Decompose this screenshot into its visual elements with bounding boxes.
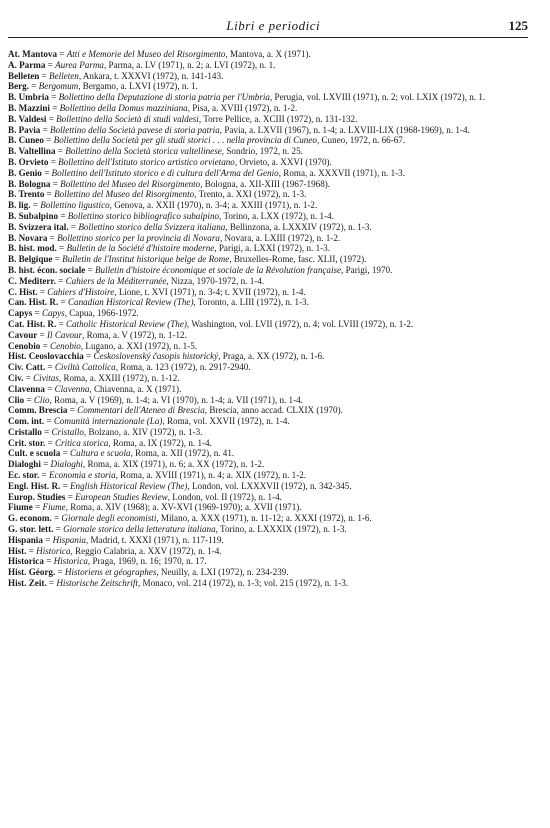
entry-abbreviation: B. Orvieto: [8, 156, 49, 167]
entry-title: Bollettino della Domus mazziniana: [59, 102, 188, 113]
entry-abbreviation: Comm. Brescia: [8, 405, 68, 416]
list-item: B. lig. = Bollettino ligustico, Genova, a. XXII (1970), n. 3-4; a. XXIII (1971), n. 1-2.: [8, 200, 318, 211]
entry-title: Historiens et géographes: [64, 567, 157, 578]
list-item: Cavour = Il Cavour, Roma, a. V (1972), n. 1-12.: [8, 329, 187, 340]
entry-title: Critica storica: [54, 437, 109, 448]
entry-title: Civiltà Cattolica: [54, 362, 116, 373]
entry-abbreviation: Berg.: [8, 81, 29, 92]
entry-abbreviation: C. Mediterr.: [8, 275, 56, 286]
entry-abbreviation: Can. Hist. R.: [8, 297, 59, 308]
entry-details: Nizza, 1970-1972, n. 1-4.: [170, 275, 265, 286]
list-item: G. stor. lett. = Giornale storico della letteratura italiana, Torino, a. LXXXIX (1972), n. 1-3.: [8, 524, 347, 535]
list-item: B. Belgique = Bulletin de l'Institut historique belge de Rome, Bruxelles-Rome, fasc. XLII, (1972).: [8, 254, 367, 265]
list-item: B. hist. mod. = Bulletin de la Société d'histoire moderne, Parigi, a. LXXI (1972), n. 1-3.: [8, 243, 330, 254]
entry-details: Lione, t. XVI (1971), n. 3-4; t. XVII (1972), n. 1-4.: [118, 286, 306, 297]
entry-details: Parigi, 1970.: [345, 264, 393, 275]
entry-title: Civitas: [33, 372, 59, 383]
list-item: Hist. Ceoslovacchia = Československý časopis historický, Praga, a. XX (1972), n. 1-6.: [8, 351, 325, 362]
list-item: Hist. = Historica, Reggio Calabria, a. XXV (1972), n. 1-4.: [8, 545, 222, 556]
entry-details: Torino, a. LXX (1972), n. 1-4.: [223, 210, 334, 221]
list-item: Cristallo = Cristallo, Bolzano, a. XIV (1972), n. 1-3.: [8, 426, 203, 437]
entry-details: Roma, a. XXIII (1972), n. 1-12.: [63, 372, 180, 383]
list-item: B. hist. écon. sociale = Bulletin d'histoire économique et sociale de la Révolution française, Parigi, 1970.: [8, 264, 393, 275]
entry-details: Neuilly, a. LXI (1972), n. 234-239.: [160, 567, 289, 578]
entry-title: Hispania: [52, 534, 86, 545]
list-item: Fiume = Fiume, Roma, a. XIV (1968); a. XV-XVI (1969-1970); a. XVII (1971).: [8, 502, 302, 513]
entry-details: Parigi, a. LXXI (1972), n. 1-3.: [218, 243, 330, 254]
entry-details: Trento, a. XXI (1972), n. 1-3.: [198, 189, 307, 200]
entry-details: Praga, a. XX (1972), n. 1-6.: [222, 351, 325, 362]
list-item: Civ. = Civitas, Roma, a. XXIII (1972), n. 1-12.: [8, 372, 180, 383]
entry-abbreviation: Belleten: [8, 70, 40, 81]
entry-title: Commentari dell'Ateneo di Brescia: [77, 405, 205, 416]
entry-details: Bruxelles-Rome, fasc. XLII, (1972).: [233, 254, 367, 265]
entry-abbreviation: B. Umbria: [8, 92, 49, 103]
entry-abbreviation: B. Genio: [8, 167, 42, 178]
entry-abbreviation: B. lig.: [8, 200, 31, 211]
list-item: Com. int. = Comunità internazionale (La), Roma, vol. XXVII (1972), n. 1-4.: [8, 416, 290, 427]
entry-abbreviation: Fiume: [8, 502, 33, 513]
entry-title: Canadian Historical Review (The): [67, 297, 194, 308]
list-item: Hist. Zeit. = Historische Zeitschrift, Monaco, vol. 214 (1972), n. 1-3; vol. 215 (1972), n. 1-3.: [8, 578, 349, 589]
list-item: B. Pavia = Bollettino della Società pavese di storia patria, Pavia, a. LXVII (1967), n. 1-4; a. LXVIII-LIX (1968-1969), n. 1-4.: [8, 124, 470, 135]
entry-details: Parma, a. LV (1971), n. 2; a. LVI (1972), n. 1.: [108, 59, 276, 70]
entry-details: Roma, vol. XXVII (1972), n. 1-4.: [166, 416, 290, 427]
entry-abbreviation: B. Novara: [8, 232, 48, 243]
list-item: B. Genio = Bollettino dell'Istituto storico e di cultura dell'Arma del Genio, Roma, a. XXXVII (1971), n. 1-3.: [8, 167, 405, 178]
entry-abbreviation: At. Mantova: [8, 49, 57, 59]
list-item: B. Valtellina = Bollettino della Società storica valtellinese, Sondrio, 1972, n. 25.: [8, 146, 303, 157]
entry-abbreviation: A. Parma: [8, 59, 46, 70]
entry-title: Clavenna: [54, 383, 90, 394]
entry-details: Roma, a. XIV (1968); a. XV-XVI (1969-1970); a. XVII (1971).: [70, 502, 302, 513]
entry-details: London, vol. LXXXVII (1972), n. 342-345.: [192, 480, 352, 491]
entry-abbreviation: Hispania: [8, 534, 43, 545]
entry-abbreviation: Clio: [8, 394, 25, 405]
entry-title: Bulletin de l'Institut historique belge de Rome: [62, 254, 230, 265]
list-item: B. Cuneo = Bollettino della Società per gli studi storici . . . nella provincia di Cuneo, Cuneo, 1972, n. 66-67.: [8, 135, 406, 146]
entry-details: Bologna, a. XII-XIII (1967-1968).: [204, 178, 331, 189]
entry-abbreviation: G. econom.: [8, 513, 52, 524]
entry-details: Mantova, a. X (1971).: [230, 49, 311, 59]
list-item: B. Valdesi = Bollettino della Società di studi valdesi, Torre Pellice, a. XCIII (1972), n. 131-132.: [8, 113, 358, 124]
entry-abbreviation: Civ.: [8, 372, 24, 383]
entry-details: Toronto, a. LIII (1972), n. 1-3.: [197, 297, 309, 308]
list-item: Cult. e scuola = Cultura e scuola, Roma, a. XII (1972), n. 41.: [8, 448, 235, 459]
entry-details: Roma, a. XII (1972), n. 41.: [135, 448, 235, 459]
entry-title: Bollettino della Società storica valtellinese: [65, 146, 222, 157]
entry-abbreviation: B. hist. écon. sociale: [8, 264, 86, 275]
entry-title: Historica: [53, 556, 88, 567]
entry-title: Bollettino del Museo del Risorgimento: [54, 189, 195, 200]
entry-details: Roma, a. XXXVII (1971), n. 1-3.: [283, 167, 405, 178]
list-item: Berg. = Bergomum, Bergamo, a. LXVI (1972), n. 1.: [8, 81, 198, 92]
entry-details: Perugia, vol. LXVIII (1971), n. 2; vol. LXIX (1972), n. 1.: [274, 92, 486, 103]
entry-abbreviation: B. Mazzini: [8, 102, 50, 113]
entry-details: Sondrio, 1972, n. 25.: [226, 146, 303, 157]
entry-abbreviation: Historica: [8, 556, 44, 567]
entry-title: Cahiers de la Méditerranée: [65, 275, 167, 286]
list-item: B. Bologna = Bollettino del Museo del Risorgimento, Bologna, a. XII-XIII (1967-1968).: [8, 178, 331, 189]
entry-abbreviation: Ec. stor.: [8, 470, 40, 481]
entry-details: Bolzano, a. XIV (1972), n. 1-3.: [88, 426, 203, 437]
entry-details: Washington, vol. LVII (1972), n. 4; vol. LVIII (1972), n. 1-2.: [191, 318, 414, 329]
entry-details: Reggio Calabria, a. XXV (1972), n. 1-4.: [75, 545, 222, 556]
entry-title: Bulletin de la Société d'histoire moderne: [66, 243, 215, 254]
entry-abbreviation: B. Svizzera ital.: [8, 221, 69, 232]
entry-details: Roma, a. XIX (1971), n. 6; a. XX (1972), n. 1-2.: [87, 459, 265, 470]
entry-abbreviation: Cat. Hist. R.: [8, 318, 57, 329]
entry-details: Torino, a. LXXXIX (1972), n. 1-3.: [220, 524, 347, 535]
entry-title: Bollettino della Società di studi valdesi: [56, 113, 199, 124]
list-item: Europ. Studies = European Studies Review, London, vol. II (1972), n. 1-4.: [8, 491, 282, 502]
entry-title: Aurea Parma: [55, 59, 104, 70]
list-item: Civ. Catt. = Civiltà Cattolica, Roma, a. 123 (1972), n. 2917-2940.: [8, 362, 251, 373]
entry-abbreviation: B. Valdesi: [8, 113, 47, 124]
list-item: C. Mediterr. = Cahiers de la Méditerranée, Nizza, 1970-1972, n. 1-4.: [8, 275, 265, 286]
entry-title: Giornale storico della letteratura italiana: [63, 524, 216, 535]
entry-details: Madrid, t. XXXI (1971), n. 117-119.: [90, 534, 224, 545]
entry-details: Bellinzona, a. LXXXIV (1972), n. 1-3.: [229, 221, 372, 232]
list-item: B. Umbria = Bollettino della Deputazione di storia patria per l'Umbria, Perugia, vol. LXVIII (1971), n. 2; vol. LXIX (1972), n. 1.: [8, 92, 486, 103]
list-item: Belleten = Belleten, Ankara, t. XXXVI (1972), n. 141-143.: [8, 70, 224, 81]
entry-abbreviation: G. stor. lett.: [8, 524, 54, 535]
list-item: B. Trento = Bollettino del Museo del Risorgimento, Trento, a. XXI (1972), n. 1-3.: [8, 189, 307, 200]
entry-details: Brescia, anno accad. CLXIX (1970).: [209, 405, 343, 416]
entry-details: Torre Pellice, a. XCIII (1972), n. 131-132.: [203, 113, 358, 124]
entry-abbreviation: Cult. e scuola: [8, 448, 61, 459]
entry-title: Capys: [41, 308, 65, 319]
entry-details: Monaco, vol. 214 (1972), n. 1-3; vol. 215 (1972), n. 1-3.: [142, 578, 349, 589]
entry-title: Historische Zeitschrift: [56, 578, 138, 589]
entry-details: Roma, a. XVIII (1971), n. 4; a. XIX (1972), n. 1-2.: [120, 470, 307, 481]
abbreviations-list: [8, 49, 530, 589]
list-item: Ec. stor. = Economia e storia, Roma, a. XVIII (1971), n. 4; a. XIX (1972), n. 1-2.: [8, 470, 307, 481]
entry-title: Belleten: [49, 70, 79, 81]
entry-abbreviation: Com. int.: [8, 416, 45, 427]
entry-title: Comunità internazionale (La): [53, 416, 163, 427]
list-item: Can. Hist. R. = Canadian Historical Review (The), Toronto, a. LIII (1972), n. 1-3.: [8, 297, 309, 308]
entry-title: Cristallo: [51, 426, 84, 437]
list-item: At. Mantova = Atti e Memorie del Museo del Risorgimento, Mantova, a. X (1971).: [8, 49, 311, 59]
entry-title: Atti e Memorie del Museo del Risorgimento: [66, 49, 226, 59]
list-item: Crit. stor. = Critica storica, Roma, a. IX (1972), n. 1-4.: [8, 437, 212, 448]
list-item: C. Hist. = Cahiers d'Histoire, Lione, t. XVI (1971), n. 3-4; t. XVII (1972), n. 1-4.: [8, 286, 306, 297]
entry-abbreviation: Cavour: [8, 329, 38, 340]
list-item: Hist. Géorg. = Historiens et géographes, Neuilly, a. LXI (1972), n. 234-239.: [8, 567, 289, 578]
entry-details: Pavia, a. LXVII (1967), n. 1-4; a. LXVIII-LIX (1968-1969), n. 1-4.: [224, 124, 470, 135]
entry-title: Bollettino della Società per gli studi storici . . . nella provincia di Cuneo: [53, 135, 317, 146]
entry-abbreviation: Cristallo: [8, 426, 42, 437]
entry-title: Cenobio: [50, 340, 81, 351]
entry-details: Lugano, a. XXI (1972), n. 1-5.: [85, 340, 198, 351]
entry-details: Ankara, t. XXXVI (1972), n. 141-143.: [82, 70, 224, 81]
entry-abbreviation: Europ. Studies: [8, 491, 66, 502]
list-item: Historica = Historica, Praga, 1969, n. 16; 1970, n. 17.: [8, 556, 207, 567]
list-item: Cenobio = Cenobio, Lugano, a. XXI (1972), n. 1-5.: [8, 340, 198, 351]
list-item: B. Orvieto = Bollettino dell'Istituto storico artistico orvietano, Orvieto, a. XXVI (1970).: [8, 156, 332, 167]
entry-title: Catholic Historical Review (The): [65, 318, 187, 329]
entry-abbreviation: Hist. Zeit.: [8, 578, 47, 589]
entry-abbreviation: Cenobio: [8, 340, 41, 351]
entry-abbreviation: B. Trento: [8, 189, 45, 200]
entry-abbreviation: Crit. stor.: [8, 437, 46, 448]
entry-title: European Studies Review: [75, 491, 168, 502]
list-item: B. Svizzera ital. = Bollettino storico della Svizzera italiana, Bellinzona, a. LXXXIV (1972), n. 1-3.: [8, 221, 372, 232]
entry-abbreviation: C. Hist.: [8, 286, 38, 297]
list-item: Hispania = Hispania, Madrid, t. XXXI (1971), n. 117-119.: [8, 534, 224, 545]
entry-abbreviation: B. Cuneo: [8, 135, 44, 146]
entry-details: Orvieto, a. XXVI (1970).: [239, 156, 332, 167]
entry-abbreviation: Hist.: [8, 545, 27, 556]
entry-title: Bollettino della Deputazione di storia patria per l'Umbria: [58, 92, 270, 103]
list-item: Dialoghi = Dialoghi, Roma, a. XIX (1971), n. 6; a. XX (1972), n. 1-2.: [8, 459, 265, 470]
entry-title: Bollettino dell'Istituto storico artistico orvietano: [58, 156, 235, 167]
entry-details: Roma, a. V (1969), n. 1-4; a. VI (1970), n. 1-4; a. VII (1971), n. 1-4.: [54, 394, 303, 405]
entry-details: Genova, a. XXII (1970), n. 3-4; a. XXIII (1971), n. 1-2.: [114, 200, 318, 211]
entry-title: Cultura e scuola: [69, 448, 131, 459]
entry-title: Bulletin d'histoire économique et sociale de la Révolution française: [94, 264, 342, 275]
entry-details: Roma, a. IX (1972), n. 1-4.: [112, 437, 212, 448]
entry-title: Bollettino del Museo del Risorgimento: [60, 178, 201, 189]
entry-abbreviation: Civ. Catt.: [8, 362, 46, 373]
entry-title: Bollettino storico per la provincia di Novara: [57, 232, 220, 243]
list-item: G. econom. = Giornale degli economisti, Milano, a. XXX (1971), n. 11-12; a. XXXI (1972), n. 1-6.: [8, 513, 372, 524]
entry-title: Bollettino storico della Svizzera italiana: [78, 221, 226, 232]
entry-title: Dialoghi: [50, 459, 83, 470]
entry-abbreviation: Dialoghi: [8, 459, 41, 470]
entry-title: Fiume: [42, 502, 66, 513]
entry-title: Bollettino dell'Istituto storico e di cultura dell'Arma del Genio: [51, 167, 279, 178]
list-item: Clio = Clio, Roma, a. V (1969), n. 1-4; a. VI (1970), n. 1-4; a. VII (1971), n. 1-4.: [8, 394, 303, 405]
list-item: Engl. Hist. R. = English Historical Review (The), London, vol. LXXXVII (1972), n. 342-345.: [8, 480, 352, 491]
entry-details: Novara, a. LXIII (1972), n. 1-2.: [224, 232, 341, 243]
list-item: Capys = Capys, Capua, 1966-1972.: [8, 308, 139, 319]
entry-title: Československý časopis historický: [93, 351, 219, 362]
entry-abbreviation: Engl. Hist. R.: [8, 480, 61, 491]
list-item: B. Subalpino = Bollettino storico bibliografico subalpino, Torino, a. LXX (1972), n. 1-4.: [8, 210, 334, 221]
entry-title: Bollettino ligustico: [40, 200, 110, 211]
entry-abbreviation: B. Belgique: [8, 254, 53, 265]
entry-title: Bollettino della Società pavese di storia patria: [50, 124, 220, 135]
entry-title: Cahiers d'Histoire: [47, 286, 115, 297]
entry-abbreviation: B. Valtellina: [8, 146, 56, 157]
list-item: B. Novara = Bollettino storico per la provincia di Novara, Novara, a. LXIII (1972), n. 1-2.: [8, 232, 341, 243]
entry-abbreviation: Hist. Géorg.: [8, 567, 56, 578]
entry-abbreviation: Capys: [8, 308, 33, 319]
list-item: A. Parma = Aurea Parma, Parma, a. LV (1971), n. 2; a. LVI (1972), n. 1.: [8, 59, 276, 70]
entry-title: Historica: [36, 545, 71, 556]
list-item: B. Mazzini = Bollettino della Domus mazziniana, Pisa, a. XVIII (1972), n. 1-2.: [8, 102, 298, 113]
entry-abbreviation: B. Bologna: [8, 178, 51, 189]
entry-details: Praga, 1969, n. 16; 1970, n. 17.: [92, 556, 207, 567]
entry-title: Bergomum: [38, 81, 79, 92]
entry-details: Roma, a. V (1972), n. 1-12.: [86, 329, 187, 340]
entry-title: Bollettino storico bibliografico subalpino: [67, 210, 220, 221]
list-item: Cat. Hist. R. = Catholic Historical Review (The), Washington, vol. LVII (1972), n. 4; vol. LVIII (1972), n. 1-2.: [8, 318, 414, 329]
list-item: Clavenna = Clavenna, Chiavenna, a. X (1971).: [8, 383, 182, 394]
entry-details: London, vol. II (1972), n. 1-4.: [172, 491, 282, 502]
entry-abbreviation: Clavenna: [8, 383, 45, 394]
page-number: 125: [508, 18, 528, 33]
entry-details: Cuneo, 1972, n. 66-67.: [321, 135, 406, 146]
entry-details: Bergamo, a. LXVI (1972), n. 1.: [82, 81, 198, 92]
entry-abbreviation: B. Pavia: [8, 124, 41, 135]
entry-details: Pisa, a. XVIII (1972), n. 1-2.: [192, 102, 298, 113]
entry-abbreviation: B. hist. mod.: [8, 243, 57, 254]
entry-title: Clio: [33, 394, 50, 405]
running-title: Libri e periodici: [226, 18, 321, 33]
entry-details: Roma, a. 123 (1972), n. 2917-2940.: [120, 362, 251, 373]
entry-details: Milano, a. XXX (1971), n. 11-12; a. XXXI (1972), n. 1-6.: [160, 513, 372, 524]
entry-abbreviation: Hist. Ceoslovacchia: [8, 351, 84, 362]
page-header: [8, 14, 528, 38]
list-item: Comm. Brescia = Commentari dell'Ateneo di Brescia, Brescia, anno accad. CLXIX (1970).: [8, 405, 343, 416]
entry-title: Economia e storia: [48, 470, 116, 481]
entry-title: Il Cavour: [47, 329, 83, 340]
entry-abbreviation: B. Subalpino: [8, 210, 59, 221]
entry-title: English Historical Review (The): [70, 480, 188, 491]
entry-details: Chiavenna, a. X (1971).: [93, 383, 182, 394]
entry-details: Capua, 1966-1972.: [69, 308, 139, 319]
entry-title: Giornale degli economisti: [61, 513, 157, 524]
